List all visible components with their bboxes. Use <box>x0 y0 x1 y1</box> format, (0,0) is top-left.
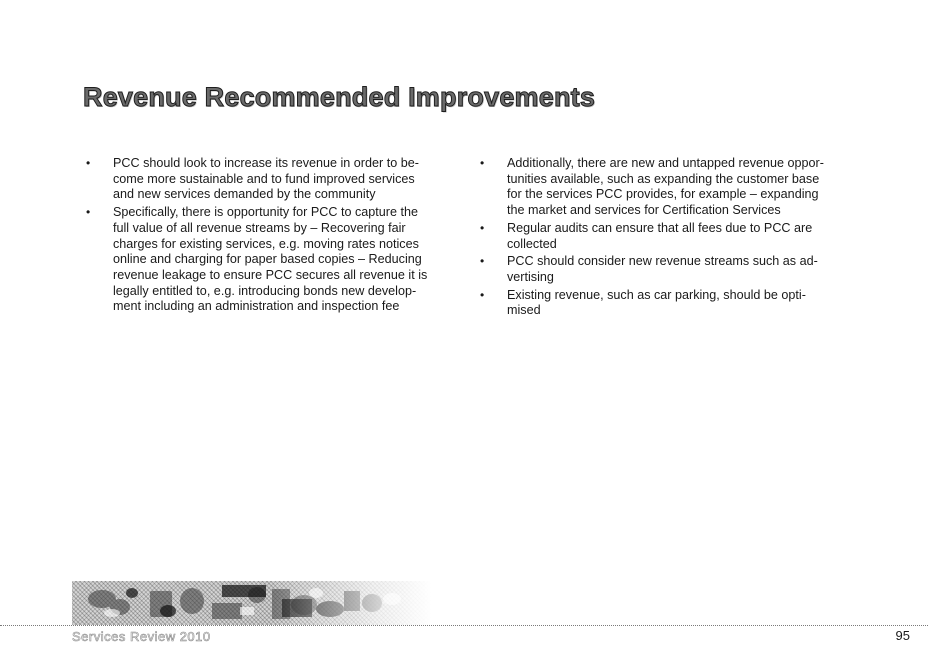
footer-divider <box>0 625 928 626</box>
right-bullet-list <box>478 156 850 319</box>
bullet-icon: • <box>480 156 485 170</box>
photo-collage-icon <box>72 581 432 625</box>
bullet-item <box>84 205 456 315</box>
bullet-text: Existing revenue, such as car parking, should be opti- mised <box>507 287 806 318</box>
bullet-item <box>478 156 850 219</box>
bullet-item <box>84 156 456 203</box>
page-title: Revenue Recommended Improvements <box>83 82 596 112</box>
bullet-icon: • <box>480 220 485 235</box>
bullet-text: PCC should consider new revenue streams such as ad- vertising <box>507 254 818 284</box>
bullet-item <box>478 254 850 285</box>
bullet-text: Specifically, there is opportunity for PCC to capture the full value of all revenue streams by – Recovering fair charges for existing services, e.g. moving rates notices online and charging for paper based copies – Reducing revenue leakage to ensure PCC secures all revenue it is legally entitled to, e.g. introducing bonds new develop- ment including an administration and inspection fee <box>113 205 428 314</box>
bullet-icon: • <box>480 287 485 302</box>
bullet-item <box>478 288 850 319</box>
bullet-icon: • <box>86 156 91 170</box>
bullet-icon: • <box>86 205 91 220</box>
bullet-text: PCC should look to increase its revenue in order to be- come more sustainable and to fund improved services and new services demanded by the community <box>113 156 419 202</box>
footer-label: Services Review 2010 <box>72 629 211 644</box>
left-bullet-list <box>84 156 456 315</box>
bullet-text: Additionally, there are new and untapped revenue oppor- tunities available, such as expanding the customer base for the services PCC provides, for example – expanding the market and services for Certification Services <box>507 156 824 218</box>
footer-photo-collage <box>72 581 432 625</box>
page-number: 95 <box>895 628 910 643</box>
bullet-icon: • <box>480 254 485 269</box>
bullet-text: Regular audits can ensure that all fees due to PCC are collected <box>507 220 813 251</box>
bullet-item <box>478 221 850 252</box>
